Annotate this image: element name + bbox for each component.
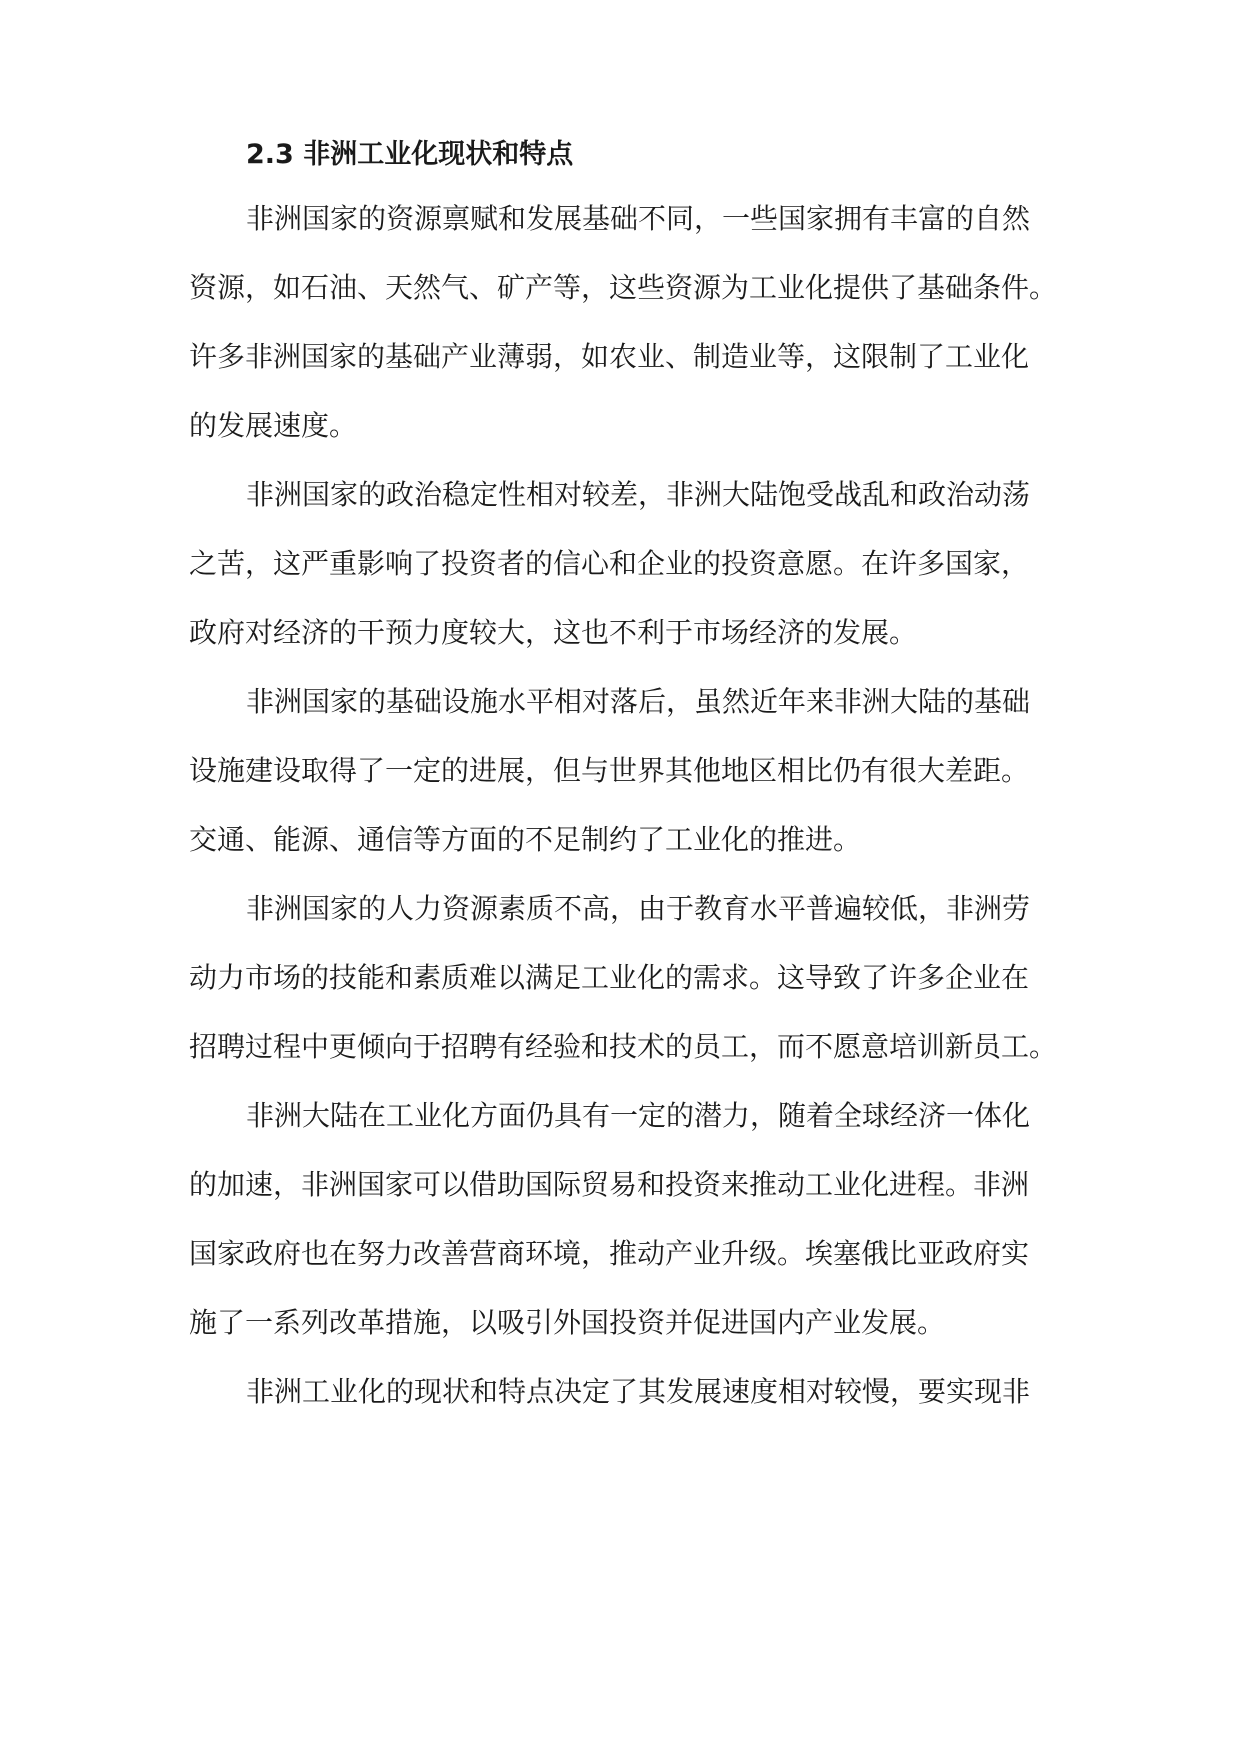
- paragraph-4-line-3: 招聘过程中更倾向于招聘有经验和技术的员工，而不愿意培训新员工。: [189, 1030, 1058, 1063]
- paragraph-1-line-2: 资源，如石油、天然气、矿产等，这些资源为工业化提供了基础条件。: [189, 271, 1058, 304]
- paragraph-1-line-4: 的发展速度。: [189, 409, 358, 442]
- paragraph-6-line-1: 非洲工业化的现状和特点决定了其发展速度相对较慢，要实现非: [246, 1375, 1031, 1408]
- paragraph-3-line-3: 交通、能源、通信等方面的不足制约了工业化的推进。: [189, 823, 862, 856]
- paragraph-5-line-3: 国家政府也在努力改善营商环境，推动产业升级。埃塞俄比亚政府实: [189, 1237, 1030, 1270]
- paragraph-2-line-3: 政府对经济的干预力度较大，这也不利于市场经济的发展。: [189, 616, 918, 649]
- paragraph-3-line-1: 非洲国家的基础设施水平相对落后，虽然近年来非洲大陆的基础: [246, 685, 1031, 718]
- paragraph-5-line-4: 施了一系列改革措施，以吸引外国投资并促进国内产业发展。: [189, 1306, 946, 1339]
- paragraph-3-line-2: 设施建设取得了一定的进展，但与世界其他地区相比仍有很大差距。: [189, 754, 1030, 787]
- paragraph-2-line-1: 非洲国家的政治稳定性相对较差，非洲大陆饱受战乱和政治动荡: [246, 478, 1031, 511]
- section-heading: 2.3 非洲工业化现状和特点: [246, 139, 574, 170]
- paragraph-5-line-2: 的加速，非洲国家可以借助国际贸易和投资来推动工业化进程。非洲: [189, 1168, 1030, 1201]
- paragraph-1-line-3: 许多非洲国家的基础产业薄弱，如农业、制造业等，这限制了工业化: [189, 340, 1030, 373]
- paragraph-2-line-2: 之苦，这严重影响了投资者的信心和企业的投资意愿。在许多国家，: [189, 547, 1030, 580]
- paragraph-1-line-1: 非洲国家的资源禀赋和发展基础不同，一些国家拥有丰富的自然: [246, 202, 1031, 235]
- paragraph-5-line-1: 非洲大陆在工业化方面仍具有一定的潜力，随着全球经济一体化: [246, 1099, 1031, 1132]
- paragraph-4-line-1: 非洲国家的人力资源素质不高，由于教育水平普遍较低，非洲劳: [246, 892, 1031, 925]
- paragraph-4-line-2: 动力市场的技能和素质难以满足工业化的需求。这导致了许多企业在: [189, 961, 1030, 994]
